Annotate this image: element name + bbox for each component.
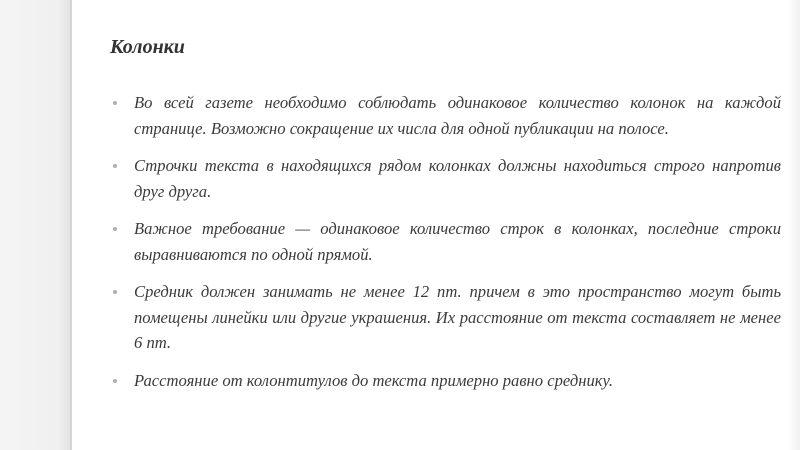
bullet-text: Строчки текста в находящихся рядом колонках должны находиться строго напротив друг друга. xyxy=(134,156,781,201)
bullet-text: Расстояние от колонтитулов до текста примерно равно среднику. xyxy=(134,370,613,390)
bullet-text: Во всей газете необходимо соблюдать одинаковое количество колонок на каждой странице. Возможно сокращение их числа для одной публикации на полосе. xyxy=(134,93,781,138)
bullet-text: Средник должен занимать не менее 12 пт. причем в это пространство могут быть помещены линейки или другие украшения. Их расстояние от текста составляет не менее 6 пт. xyxy=(134,282,781,352)
left-margin-panel xyxy=(0,0,72,450)
bullet-item xyxy=(113,368,781,394)
bullet-text: Важное требование — одинаковое количество строк в колонках, последние строки выравниваются по одной прямой. xyxy=(134,219,781,264)
bullet-dot-icon xyxy=(113,379,117,383)
right-page-edge xyxy=(788,0,800,450)
bullet-dot-icon xyxy=(113,101,117,105)
bullet-item xyxy=(113,216,781,267)
bullet-list xyxy=(113,90,781,405)
bullet-item xyxy=(113,279,781,356)
bullet-item xyxy=(113,153,781,204)
bullet-dot-icon xyxy=(113,227,117,231)
slide-title: Колонки xyxy=(110,36,185,58)
bullet-dot-icon xyxy=(113,290,117,294)
bullet-item xyxy=(113,90,781,141)
bullet-dot-icon xyxy=(113,164,117,168)
left-page-edge xyxy=(70,0,72,450)
